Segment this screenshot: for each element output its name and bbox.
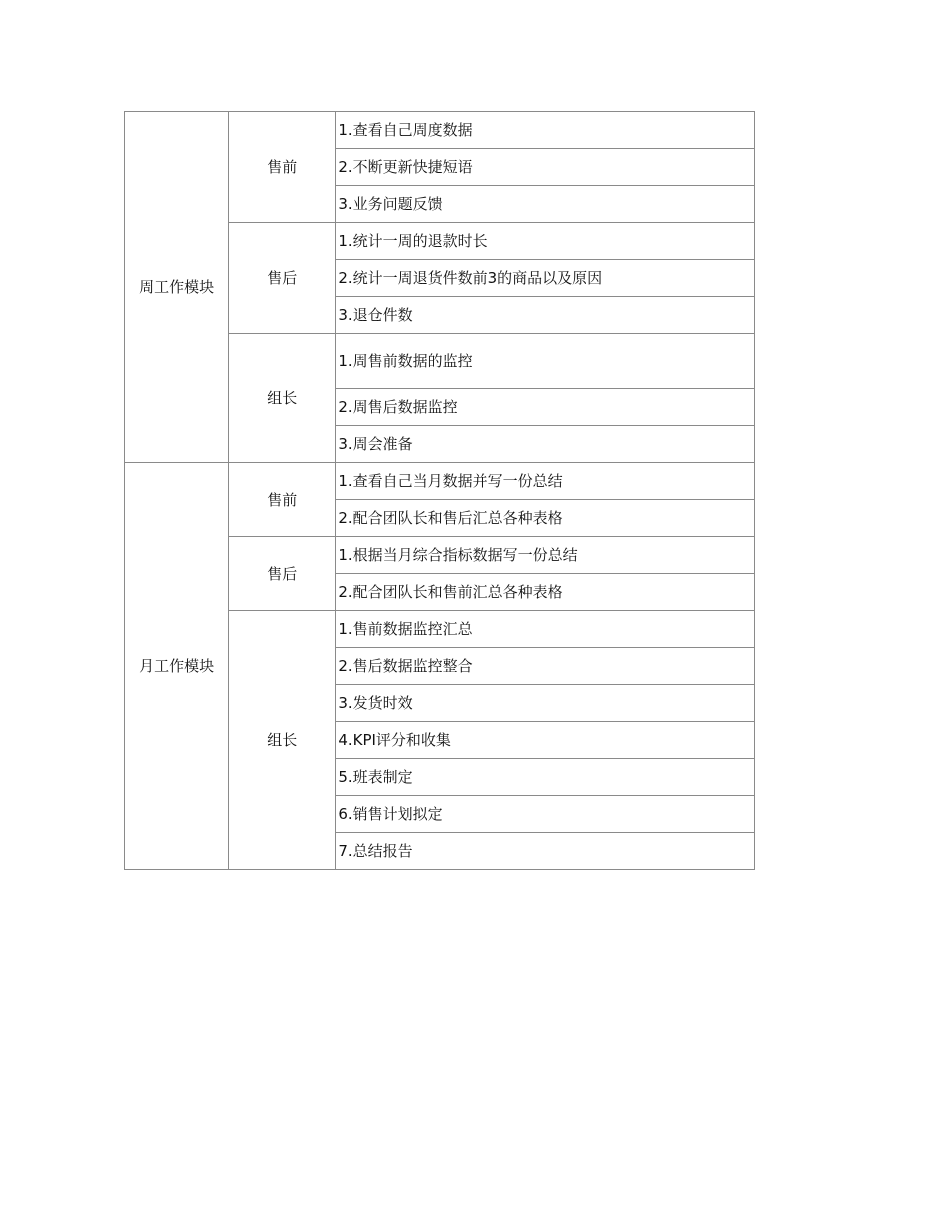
role-label: 售前: [267, 158, 298, 176]
task-label: 2.不断更新快捷短语: [338, 158, 473, 176]
task-cell: [336, 759, 755, 796]
task-label: 1.统计一周的退款时长: [338, 232, 488, 250]
task-cell: [336, 796, 755, 833]
module-cell-monthly: [125, 463, 229, 870]
task-cell: [336, 537, 755, 574]
module-label: 周工作模块: [139, 278, 215, 296]
task-cell: [336, 500, 755, 537]
task-cell: [336, 112, 755, 149]
task-label: 1.售前数据监控汇总: [338, 620, 473, 638]
role-cell-monthly-leader: [229, 611, 336, 870]
role-cell-weekly-presale: [229, 112, 336, 223]
task-label: 2.统计一周退货件数前3的商品以及原因: [338, 269, 603, 287]
task-cell: [336, 611, 755, 648]
table-row: [125, 112, 755, 149]
role-label: 组长: [267, 731, 298, 749]
task-label: 5.班表制定: [338, 768, 413, 786]
task-label: 3.业务问题反馈: [338, 195, 443, 213]
task-cell: [336, 722, 755, 759]
task-cell: [336, 648, 755, 685]
task-label: 1.周售前数据的监控: [338, 352, 473, 370]
task-label: 4.KPI评分和收集: [338, 731, 451, 749]
task-cell: [336, 574, 755, 611]
role-cell-weekly-leader: [229, 334, 336, 463]
task-label: 1.查看自己周度数据: [338, 121, 473, 139]
role-label: 售后: [267, 564, 298, 583]
task-cell: [336, 297, 755, 334]
task-cell: [336, 463, 755, 500]
task-cell: [336, 426, 755, 463]
task-label: 2.周售后数据监控: [338, 398, 458, 416]
task-cell: [336, 223, 755, 260]
role-label: 售前: [267, 490, 298, 509]
role-cell-monthly-aftersale: [229, 537, 336, 611]
module-label: 月工作模块: [139, 657, 215, 675]
task-label: 6.销售计划拟定: [338, 805, 443, 823]
task-label: 7.总结报告: [338, 842, 413, 860]
task-label: 2.配合团队长和售前汇总各种表格: [338, 583, 563, 601]
task-cell: [336, 833, 755, 870]
task-cell: [336, 149, 755, 186]
task-label: 2.配合团队长和售后汇总各种表格: [338, 509, 563, 527]
role-label: 组长: [267, 389, 298, 407]
task-label: 1.根据当月综合指标数据写一份总结: [338, 546, 578, 564]
task-label: 1.查看自己当月数据并写一份总结: [338, 472, 563, 490]
task-label: 3.周会准备: [338, 435, 413, 453]
task-cell: [336, 389, 755, 426]
role-label: 售后: [267, 269, 298, 287]
role-cell-monthly-presale: [229, 463, 336, 537]
task-cell: [336, 685, 755, 722]
work-module-table: [124, 111, 755, 870]
module-cell-weekly: [125, 112, 229, 463]
task-label: 3.退仓件数: [338, 306, 413, 324]
task-cell: [336, 260, 755, 297]
task-label: 3.发货时效: [338, 694, 413, 712]
task-label: 2.售后数据监控整合: [338, 657, 473, 675]
role-cell-weekly-aftersale: [229, 223, 336, 334]
task-cell: [336, 334, 755, 389]
table-row: [125, 463, 755, 500]
task-cell: [336, 186, 755, 223]
